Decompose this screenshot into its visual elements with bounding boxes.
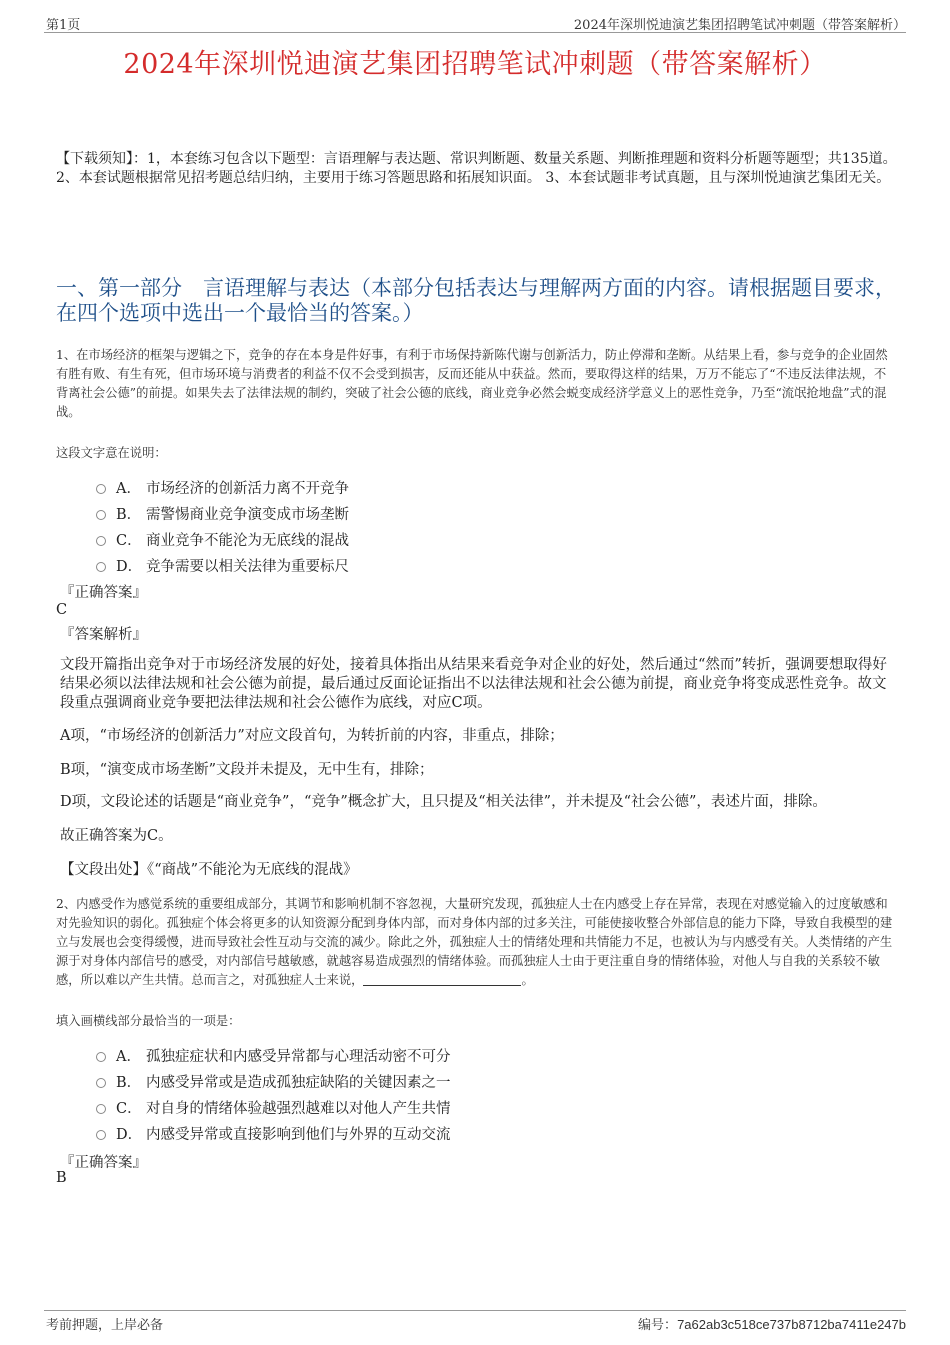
header-divider (44, 32, 906, 33)
question-2-option-d[interactable]: D． 内感受异常或直接影响到他们与外界的互动交流 (96, 1123, 451, 1144)
correct-answer: C (56, 602, 68, 618)
answer-label: 『正确答案』 (60, 1155, 147, 1171)
document-title: 2024年深圳悦迪演艺集团招聘笔试冲刺题（带答案解析） (123, 49, 827, 80)
question-2-option-a[interactable]: A． 孤独症症状和内感受异常都与心理活动密不可分 (96, 1045, 451, 1066)
text-source: 【文段出处】《“商战”不能沦为无底线的混战》 (60, 862, 358, 878)
question-1-option-c[interactable]: C． 商业竞争不能沦为无底线的混战 (96, 529, 349, 550)
analysis-label: 『答案解析』 (60, 627, 147, 643)
radio-icon[interactable] (96, 536, 106, 546)
question-1-option-a[interactable]: A． 市场经济的创新活力离不开竞争 (96, 477, 349, 498)
question-2-option-b[interactable]: B． 内感受异常或是造成孤独症缺陷的关键因素之一 (96, 1071, 451, 1092)
correct-answer: B (56, 1170, 67, 1186)
document-code: 编号：7a62ab3c518ce737b8712ba7411e247b (638, 1317, 906, 1333)
radio-icon[interactable] (96, 1078, 106, 1088)
running-title: 2024年深圳悦迪演艺集团招聘笔试冲刺题（带答案解析） (573, 18, 906, 33)
radio-icon[interactable] (96, 1052, 106, 1062)
radio-icon[interactable] (96, 484, 106, 494)
question-1-text: 1、在市场经济的框架与逻辑之下，竞争的存在本身是件好事，有利于市场保持新陈代谢与创新活力，防止停滞和垄断。从结果上看，参与竞争的企业固然有胜有败、有生有死，但市场环境与消费者的利益不仅不会受到损害，反而还能从中获益。然而，要取得这样的结果，万万不能忘了“不违反法律法规，不背离社会公德”的前提。如果失去了法律法规的制约，突破了社会公德的底线，商业竞争必然会蜕变成经济学意义上的恶性竞争，乃至“流氓抢地盘”式的混战。 (56, 348, 888, 419)
footer-divider (44, 1310, 906, 1311)
analysis-conclusion: 故正确答案为C。 (60, 828, 173, 844)
question-1-option-d[interactable]: D． 竞争需要以相关法律为重要标尺 (96, 555, 349, 576)
download-notice: 【下载须知】：1，本套练习包含以下题型：言语理解与表达题、常识判断题、数量关系题、判断推理题和资料分析题等题型；共135道。 2、本套试题根据常见招考题总结归纳，主要用于练习答题思路和拓展知识面。 3、本套试题非考试真题，且与深圳悦迪演艺集团无关。 (56, 151, 897, 186)
radio-icon[interactable] (96, 1104, 106, 1114)
page-number: 第1页 (46, 18, 81, 33)
fill-in-blank (363, 973, 521, 986)
question-1-option-b[interactable]: B． 需警惕商业竞争演变成市场垄断 (96, 503, 349, 524)
analysis-option-d: D项，文段论述的话题是“商业竞争”，“竞争”概念扩大，且只提及“相关法律”，并未提及“社会公德”，表述片面，排除。 (60, 794, 827, 810)
question-1-prompt: 这段文字意在说明： (56, 446, 167, 460)
question-2-option-c[interactable]: C． 对自身的情绪体验越强烈越难以对他人产生共情 (96, 1097, 451, 1118)
radio-icon[interactable] (96, 510, 106, 520)
footer-slogan: 考前押题，上岸必备 (46, 1318, 164, 1333)
answer-label: 『正确答案』 (60, 585, 147, 601)
question-2-prompt: 填入画横线部分最恰当的一项是： (56, 1014, 241, 1028)
analysis-option-a: A项，“市场经济的创新活力”对应文段首句，为转折前的内容，非重点，排除； (60, 728, 564, 744)
section-heading: 一、第一部分 言语理解与表达（本部分包括表达与理解两方面的内容。请根据题目要求，在四个选项中选出一个最恰当的答案。） (56, 276, 896, 325)
question-2-text: 2、内感受作为感觉系统的重要组成部分，其调节和影响机制不容忽视，大量研究发现，孤独症人士在内感受上存在异常，表现在对感觉输入的过度敏感和对先验知识的弱化。孤独症个体会将更多的认知资源分配到身体内部，而对身体内部的过多关注，可能使接收整合外部信息的能力下降，导致自我模型的建立与发展也会变得缓慢，进而导致社会性互动与交流的减少。除此之外，孤独症人士的情绪处理和共情能力不足，也被认为与内感受有关。人类情绪的产生源于对身体内部信号的感受，对内部信号越敏感，就越容易造成强烈的情绪体验。而孤独症人士由于更注重自身的情绪体验，对他人与自我的关系较不敏感，所以难以产生共情。总而言之，对孤独症人士来说， 。 (56, 897, 893, 987)
radio-icon[interactable] (96, 1130, 106, 1140)
radio-icon[interactable] (96, 562, 106, 572)
analysis-option-b: B项，“演变成市场垄断”文段并未提及，无中生有，排除； (60, 762, 434, 778)
analysis-paragraph: 文段开篇指出竞争对于市场经济发展的好处，接着具体指出从结果来看竞争对企业的好处，然后通过“然而”转折，强调要想取得好结果必须以法律法规和社会公德为前提，最后通过反面论证指出不以法律法规和社会公德为前提，商业竞争将变成恶性竞争。故文段重点强调商业竞争要把法律法规和社会公德作为底线，对应C项。 (60, 657, 887, 711)
